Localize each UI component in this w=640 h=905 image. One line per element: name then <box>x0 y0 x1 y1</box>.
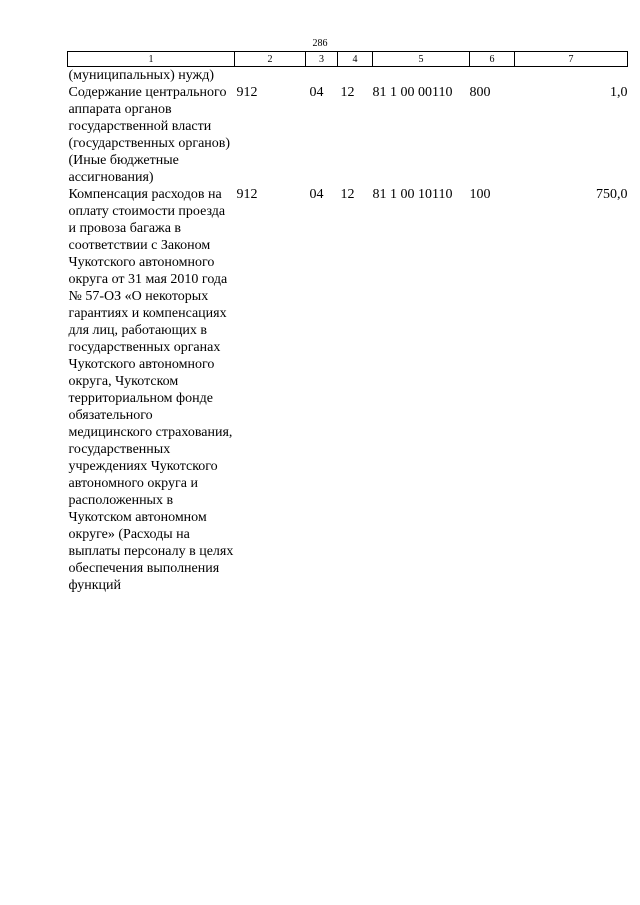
table-body <box>68 67 628 595</box>
table-row <box>68 84 628 186</box>
row-section: 04 <box>309 85 324 100</box>
row-description: (муниципальных) нужд) <box>68 68 215 83</box>
column-number-5: 5 <box>373 52 470 67</box>
row-expense-type <box>470 67 515 85</box>
row-expense-type: 800 <box>469 85 491 100</box>
row-amount: 1,0 <box>610 85 628 100</box>
row-target: 81 1 00 10110 <box>372 187 453 202</box>
row-expense-type: 100 <box>469 187 491 202</box>
column-number-2: 2 <box>235 52 306 67</box>
row-subsection <box>338 67 373 85</box>
row-subsection: 12 <box>340 187 355 202</box>
row-amount <box>515 67 628 85</box>
row-code <box>235 67 306 85</box>
page-number: 286 <box>312 38 328 49</box>
column-number-4: 4 <box>338 52 373 67</box>
row-target: 81 1 00 00110 <box>372 85 453 100</box>
column-number-3: 3 <box>306 52 338 67</box>
row-code: 912 <box>236 187 258 202</box>
budget-table <box>67 51 628 594</box>
row-amount: 750,0 <box>596 187 628 202</box>
table-row <box>68 67 628 85</box>
row-description: Содержание центрального аппарата органов государственной власти (государственных органов) (Иные бюджетные ассигнования) <box>68 85 231 185</box>
row-description: Компенсация расходов на оплату стоимости проезда и провоза багажа в соответствии с Законом Чукотского автономного округа от 31 мая 2010 года № 57-ОЗ «О некоторых гарантиях и компенсациях для лиц, работающих в государственных органах Чукотского автономного округа, Чукотском территориальном фонде обязательного медицинского страхования, государственных учреждениях Чукотского автономного округа и расположенных в Чукотском автономном округе» (Расходы на выплаты персоналу в целях обеспечения выполнения функций <box>68 187 234 593</box>
row-target <box>373 67 470 85</box>
row-section: 04 <box>309 187 324 202</box>
table-header <box>68 52 628 67</box>
row-code: 912 <box>236 85 258 100</box>
column-number-row <box>68 52 628 67</box>
column-number-1: 1 <box>68 52 235 67</box>
row-section <box>306 67 338 85</box>
table-row <box>68 186 628 594</box>
column-number-7: 7 <box>515 52 628 67</box>
row-subsection: 12 <box>340 85 355 100</box>
column-number-6: 6 <box>470 52 515 67</box>
